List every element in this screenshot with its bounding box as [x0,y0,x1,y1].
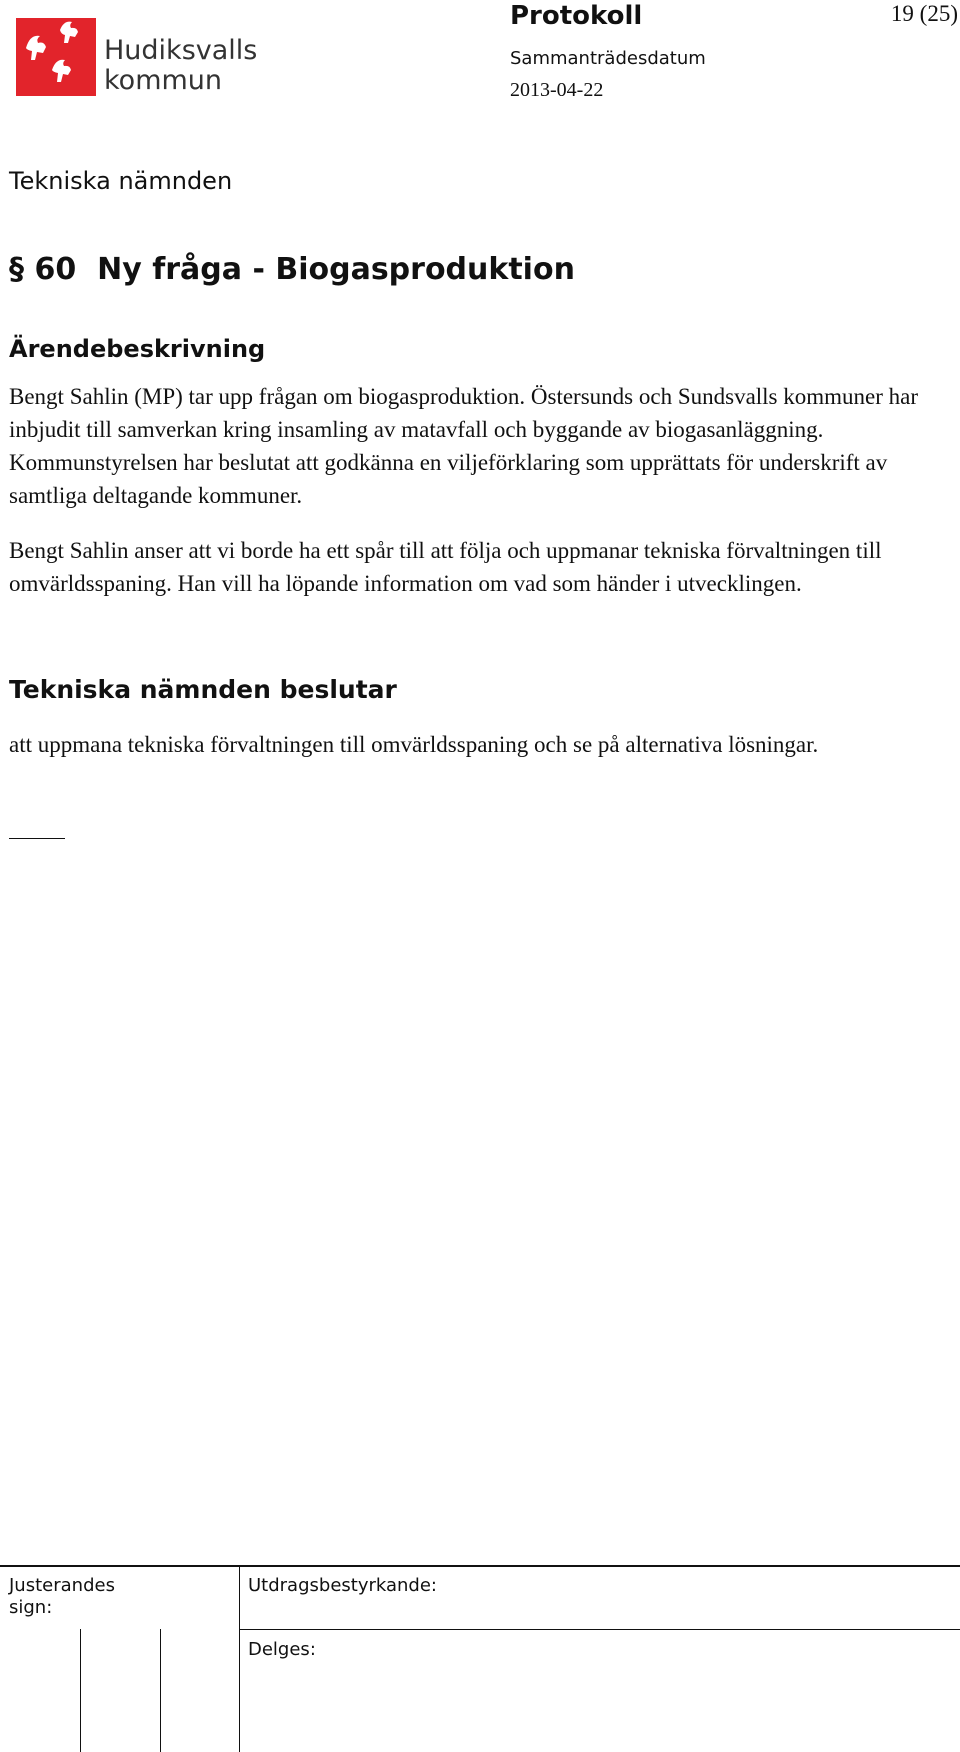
distribution-label: Delges: [248,1639,316,1660]
footer-divider [239,1567,240,1752]
signature-box-divider [80,1629,81,1752]
meeting-date-label: Sammanträdesdatum [510,48,706,69]
signature-box-divider [160,1629,161,1752]
end-of-section-rule [9,838,65,839]
decision-heading: Tekniska nämnden beslutar [9,675,397,704]
municipality-logo-icon [16,18,96,96]
section-title: § 60 Ny fråga - Biogasproduktion [9,252,575,287]
page-number: 19 (25) [890,1,958,26]
logo-name: Hudiksvalls [104,35,258,66]
document-type: Protokoll [510,1,643,31]
description-paragraph: Bengt Sahlin (MP) tar upp frågan om biogasproduktion. Östersunds och Sundsvalls kommuner har inbjudit till samverkan kring insamling av matavfall och byggande av biogasanläggning. Kommunstyrelsen har beslutat att godkänna en viljeförklaring som upprättats för underskrift av samtliga deltagande kommuner. [9,384,919,508]
meeting-date: 2013-04-22 [510,79,604,101]
committee-name: Tekniska nämnden [9,167,233,195]
signature-footer [0,1565,960,1752]
footer-row-divider [239,1629,960,1630]
signature-label: Justerandes sign: [9,1575,115,1618]
decision-text: att uppmana tekniska förvaltningen till omvärldsspaning och se på alternativa lösningar. [9,732,819,757]
description-heading: Ärendebeskrivning [9,335,266,363]
logo-name-2: kommun [104,65,223,96]
description-paragraph: Bengt Sahlin anser att vi borde ha ett spår till att följa och uppmanar tekniska förvaltningen till omvärldsspaning. Han vill ha löpande information om vad som händer i utvecklingen. [9,538,882,596]
logo-wordmark [104,36,257,96]
extract-certification-label: Utdragsbestyrkande: [248,1575,437,1596]
